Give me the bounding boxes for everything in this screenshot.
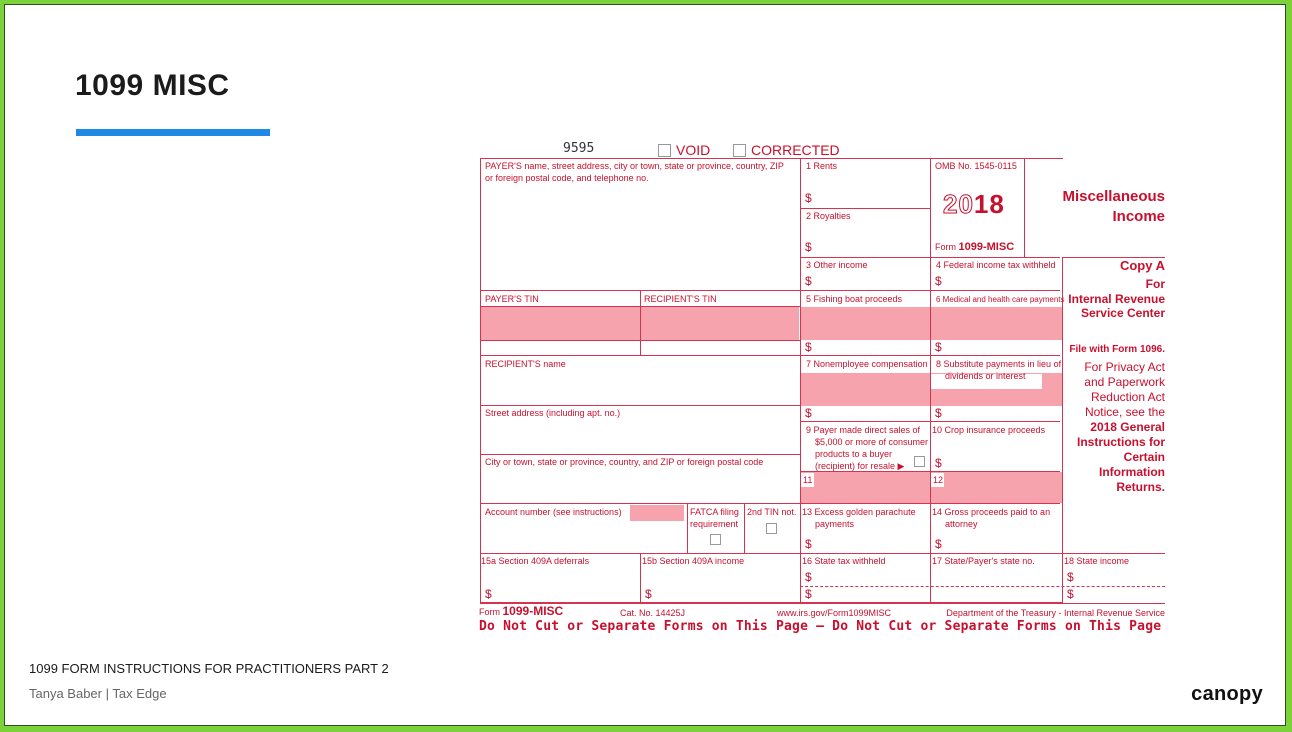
box18-dollar-1: $ [1067, 570, 1074, 584]
form-name [935, 242, 1014, 253]
box9-label: 9 Payer made direct sales of [806, 425, 921, 435]
box8-label: 8 Substitute payments in lieu of [936, 359, 1062, 369]
slide [4, 4, 1286, 726]
form-footer-prefix: Form [479, 607, 503, 617]
slide-title: 1099 MISC [75, 69, 230, 102]
box15a-label: 15a Section 409A deferrals [481, 556, 590, 566]
form-footer-name [479, 606, 563, 618]
box15a-dollar: $ [485, 587, 492, 601]
box4-label: 4 Federal income tax withheld [936, 260, 1056, 270]
box16-dollar-2: $ [805, 587, 812, 601]
second-tin-label: 2nd TIN not. [747, 507, 797, 517]
box8-label-2: dividends or interest [945, 371, 1026, 381]
box13-dollar: $ [805, 537, 812, 551]
box9-checkbox[interactable] [914, 456, 925, 467]
box1-dollar: $ [805, 191, 812, 205]
box16-dollar-1: $ [805, 570, 812, 584]
form-title-line-2: Income [1112, 208, 1165, 225]
privacy-line-2: and Paperwork [1084, 375, 1165, 389]
copy-for: For [1145, 277, 1165, 291]
box18-label: 18 State income [1064, 556, 1130, 566]
box2-dollar: $ [805, 240, 812, 254]
box14-label: 14 Gross proceeds paid to an [932, 507, 1051, 517]
canopy-logo: canopy [1191, 683, 1263, 705]
privacy-bold-3: Certain [1123, 450, 1165, 464]
privacy-line-4: Notice, see the [1084, 405, 1165, 419]
treasury-dept: Department of the Treasury - Internal Revenue Service [946, 608, 1165, 618]
tax-year-century: 20 [943, 189, 974, 219]
footer-title: 1099 FORM INSTRUCTIONS FOR PRACTITIONERS PART 2 [29, 661, 389, 676]
box18-dollar-2: $ [1067, 587, 1074, 601]
box10-dollar: $ [935, 456, 942, 470]
corrected-label: CORRECTED [751, 142, 840, 158]
box1-label: 1 Rents [806, 161, 838, 171]
form-title-line-1: Miscellaneous [1062, 188, 1165, 205]
form-name-bold: 1099-MISC [958, 241, 1015, 253]
account-label: Account number (see instructions) [485, 507, 622, 517]
privacy-notice [1077, 360, 1165, 495]
box14-label-2: attorney [945, 519, 978, 529]
omb-number: OMB No. 1545-0115 [935, 161, 1017, 171]
recipient-tin-label: RECIPIENT'S TIN [644, 294, 717, 304]
street-label: Street address (including apt. no.) [485, 408, 621, 418]
do-not-cut-warning: Do Not Cut or Separate Forms on This Page — Do Not Cut or Separate Forms on This Page [479, 619, 1162, 634]
box5-label: 5 Fishing boat proceeds [806, 294, 903, 304]
recipient-name-label: RECIPIENT'S name [485, 359, 566, 369]
fatca-label: FATCA filing [690, 507, 739, 517]
privacy-bold-4: Information [1099, 465, 1165, 479]
box16-label: 16 State tax withheld [802, 556, 886, 566]
void-checkbox[interactable] [658, 144, 671, 157]
box2-label: 2 Royalties [806, 211, 851, 221]
box13-label: 13 Excess golden parachute [802, 507, 916, 517]
form-title [1062, 187, 1165, 227]
box15b-dollar: $ [645, 587, 652, 601]
box13-label-2: payments [815, 519, 855, 529]
privacy-line-3: Reduction Act [1090, 390, 1165, 404]
payer-tin-label: PAYER'S TIN [485, 294, 539, 304]
irs-url: www.irs.gov/Form1099MISC [777, 608, 892, 618]
city-label: City or town, state or province, country, and ZIP or foreign postal code [485, 457, 764, 467]
form-name-prefix: Form [935, 242, 959, 252]
box6-label: 6 Medical and health care payments [936, 295, 1065, 304]
box5-dollar: $ [805, 340, 812, 354]
box6-dollar: $ [935, 340, 942, 354]
fatca-checkbox[interactable] [710, 534, 721, 545]
box7-dollar: $ [805, 406, 812, 420]
form-footer-bold: 1099-MISC [502, 604, 564, 618]
second-tin-checkbox[interactable] [766, 523, 777, 534]
box14-dollar: $ [935, 537, 942, 551]
box9-label-3: products to a buyer [815, 449, 893, 459]
footer-subtitle: Tanya Baber | Tax Edge [29, 686, 167, 701]
irs-center: Internal Revenue [1068, 292, 1165, 306]
cat-number: Cat. No. 14425J [620, 608, 686, 618]
copy-a: Copy A [1119, 258, 1165, 273]
privacy-bold-2: Instructions for [1076, 435, 1165, 449]
box4-dollar: $ [935, 274, 942, 288]
payer-name-label: PAYER'S name, street address, city or town, state or province, country, ZIP [485, 161, 784, 171]
box10-label: 10 Crop insurance proceeds [932, 425, 1046, 435]
void-label: VOID [676, 142, 711, 158]
box15b-label: 15b Section 409A income [642, 556, 745, 566]
fatca-label-2: requirement [690, 519, 739, 529]
form-code: 9595 [563, 141, 595, 156]
tax-year-digits: 18 [973, 189, 1005, 219]
privacy-bold-1: 2018 General [1090, 420, 1165, 434]
corrected-checkbox[interactable] [733, 144, 746, 157]
box12-label: 12 [933, 475, 944, 485]
title-underline [76, 129, 270, 136]
file-with: File with Form 1096. [1069, 344, 1165, 355]
box3-label: 3 Other income [806, 260, 868, 270]
privacy-line-1: For Privacy Act [1084, 360, 1165, 374]
tax-year [943, 189, 1005, 220]
box7-label: 7 Nonemployee compensation [806, 359, 928, 369]
form-1099-misc [475, 135, 1165, 635]
box9-label-2: $5,000 or more of consumer [815, 437, 929, 447]
box3-dollar: $ [805, 274, 812, 288]
box8-dollar: $ [935, 406, 942, 420]
irs-center-2: Service Center [1080, 306, 1165, 320]
box11-label: 11 [803, 475, 813, 485]
box9-label-4: (recipient) for resale ▶ [815, 461, 905, 471]
box17-label: 17 State/Payer's state no. [932, 556, 1035, 566]
privacy-bold-5: Returns. [1116, 480, 1165, 494]
payer-name-label-2: or foreign postal code, and telephone no. [485, 173, 649, 183]
